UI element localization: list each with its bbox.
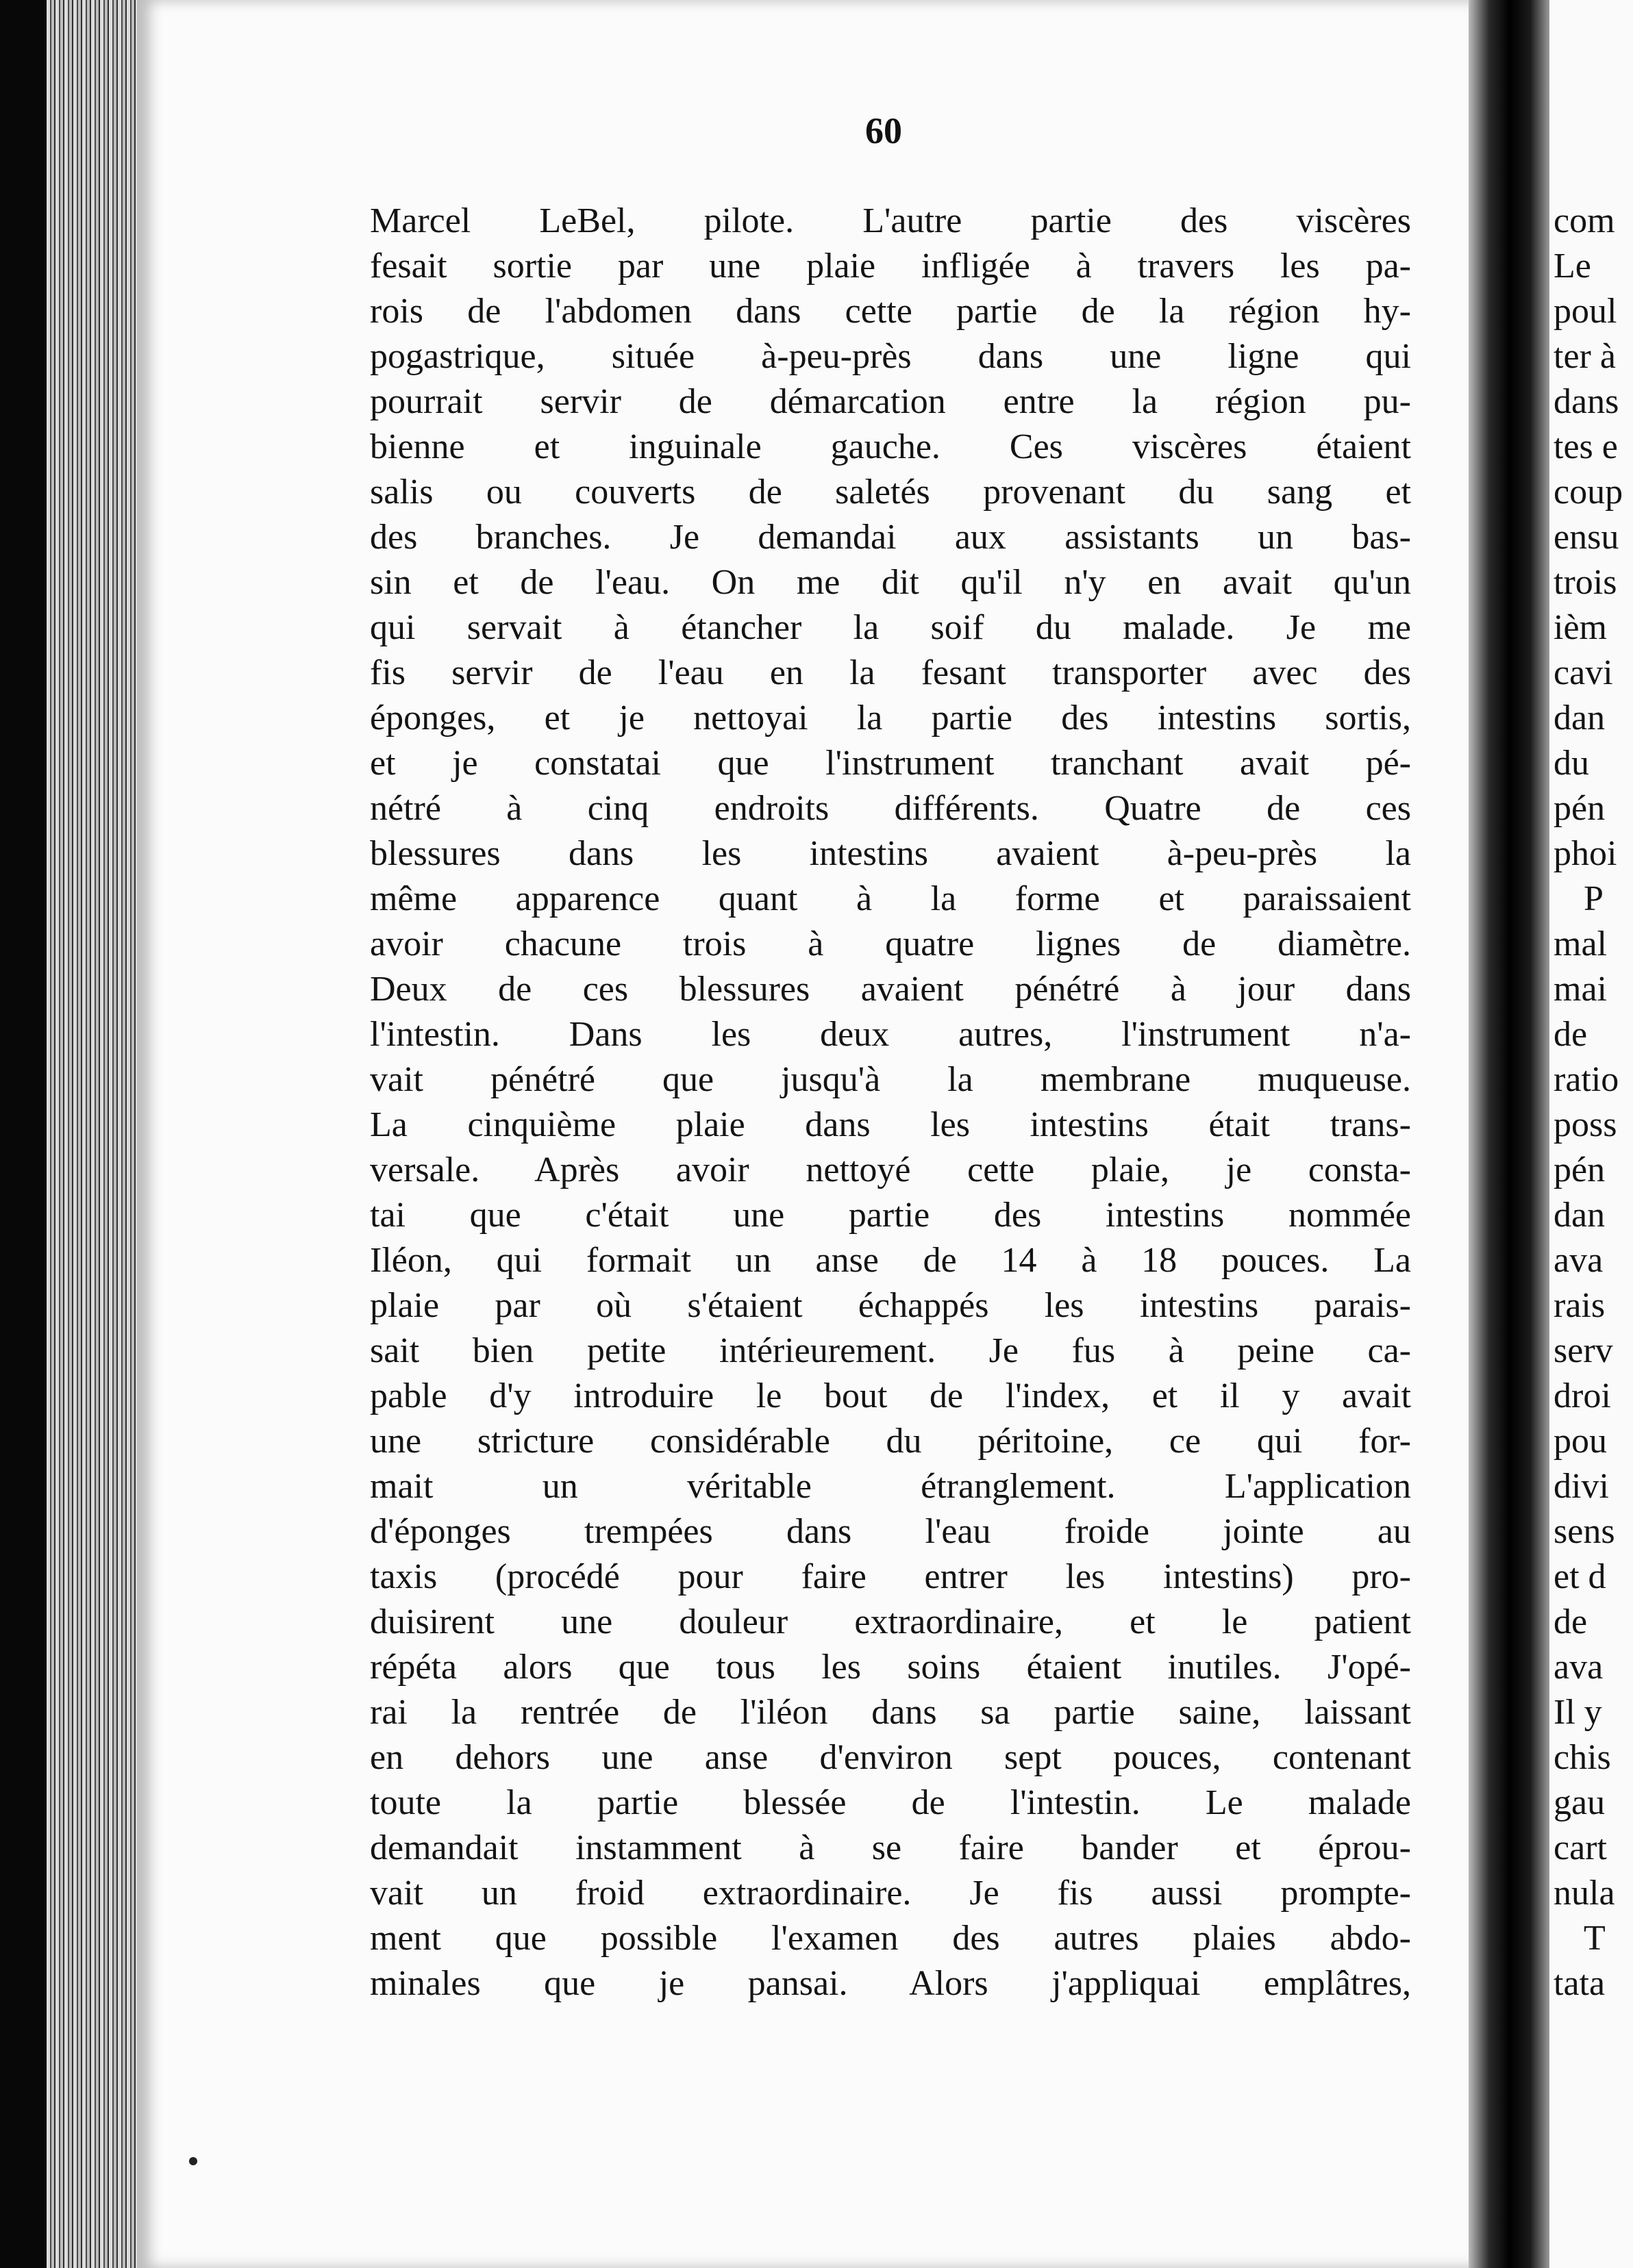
text-line: nétré à cinq endroits différents. Quatre de ces (370, 789, 1411, 828)
facing-line-fragment: et d (1554, 1557, 1606, 1596)
facing-line-fragment: dans (1554, 382, 1619, 421)
facing-line-fragment: nula (1554, 1874, 1615, 1913)
facing-line-fragment: Il y (1554, 1693, 1602, 1732)
text-line: versale. Après avoir nettoyé cette plaie, je consta- (370, 1150, 1411, 1189)
facing-line-fragment: ratio (1554, 1060, 1619, 1099)
facing-line-fragment: T (1584, 1919, 1606, 1958)
text-line: toute la partie blessée de l'intestin. Le malade (370, 1783, 1411, 1822)
facing-line-fragment: cart (1554, 1828, 1607, 1867)
text-line: ment que possible l'examen des autres plaies abdo- (370, 1919, 1411, 1958)
facing-line-fragment: rais (1554, 1286, 1606, 1325)
text-line: fis servir de l'eau en la fesant transporter avec des (370, 653, 1411, 692)
facing-line-fragment: pou (1554, 1422, 1607, 1461)
facing-line-fragment: de (1554, 1015, 1588, 1054)
facing-line-fragment: de (1554, 1602, 1588, 1641)
text-line: Iléon, qui formait un anse de 14 à 18 pouces. La (370, 1241, 1411, 1280)
text-line: vait un froid extraordinaire. Je fis aussi prompte- (370, 1874, 1411, 1913)
text-line: vait pénétré que jusqu'à la membrane muqueuse. (370, 1060, 1411, 1099)
text-line: Deux de ces blessures avaient pénétré à jour dans (370, 970, 1411, 1009)
facing-line-fragment: tes e (1554, 427, 1618, 466)
text-line: en dehors une anse d'environ sept pouces, contenant (370, 1738, 1411, 1777)
facing-line-fragment: ensu (1554, 518, 1619, 557)
text-line: sait bien petite intérieurement. Je fus à peine ca- (370, 1331, 1411, 1370)
text-line: fesait sortie par une plaie infligée à travers les pa- (370, 247, 1411, 286)
facing-line-fragment: com (1554, 201, 1615, 240)
text-line: tai que c'était une partie des intestins nommée (370, 1196, 1411, 1235)
facing-line-fragment: du (1554, 744, 1589, 783)
text-line: demandait instamment à se faire bander et éprou- (370, 1828, 1411, 1867)
text-line: une stricture considérable du péritoine, ce qui for- (370, 1422, 1411, 1461)
facing-line-fragment: pén (1554, 789, 1606, 828)
facing-line-fragment: trois (1554, 563, 1617, 602)
facing-line-fragment: phoi (1554, 834, 1617, 873)
text-line: pable d'y introduire le bout de l'index, et il y avait (370, 1376, 1411, 1415)
text-line: et je constatai que l'instrument tranchant avait pé- (370, 744, 1411, 783)
facing-line-fragment: serv (1554, 1331, 1613, 1370)
facing-page-text (1554, 199, 1633, 2006)
facing-page (1549, 0, 1633, 2268)
facing-line-fragment: poss (1554, 1105, 1617, 1144)
facing-line-fragment: Le (1554, 247, 1591, 286)
text-line: rai la rentrée de l'iléon dans sa partie saine, laissant (370, 1693, 1411, 1732)
text-line: éponges, et je nettoyai la partie des intestins sortis, (370, 698, 1411, 738)
facing-line-fragment: droi (1554, 1376, 1611, 1415)
facing-line-fragment: cavi (1554, 653, 1613, 692)
text-line: rois de l'abdomen dans cette partie de la région hy- (370, 292, 1411, 331)
body-text (370, 199, 1411, 2006)
text-line: pourrait servir de démarcation entre la région pu- (370, 382, 1411, 421)
facing-line-fragment: gau (1554, 1783, 1606, 1822)
ink-speck (189, 2157, 197, 2165)
text-line: l'intestin. Dans les deux autres, l'instrument n'a- (370, 1015, 1411, 1054)
text-line: bienne et inguinale gauche. Ces viscères étaient (370, 427, 1411, 466)
facing-line-fragment: sens (1554, 1512, 1615, 1551)
facing-line-fragment: ava (1554, 1241, 1604, 1280)
text-line: duisirent une douleur extraordinaire, et le patient (370, 1602, 1411, 1641)
facing-line-fragment: mai (1554, 970, 1607, 1009)
text-line: mait un véritable étranglement. L'application (370, 1467, 1411, 1506)
facing-line-fragment: chis (1554, 1738, 1611, 1777)
text-line: même apparence quant à la forme et paraissaient (370, 879, 1411, 918)
facing-line-fragment: tata (1554, 1964, 1606, 2003)
facing-line-fragment: coup (1554, 473, 1623, 512)
text-line: Marcel LeBel, pilote. L'autre partie des viscères (370, 201, 1411, 240)
text-line: blessures dans les intestins avaient à-peu-près la (370, 834, 1411, 873)
facing-line-fragment: ava (1554, 1648, 1604, 1687)
text-line: des branches. Je demandai aux assistants un bas- (370, 518, 1411, 557)
facing-line-fragment: ter à (1554, 337, 1616, 376)
facing-line-fragment: poul (1554, 292, 1617, 331)
text-line: qui servait à étancher la soif du malade. Je me (370, 608, 1411, 647)
page-edges (47, 0, 142, 2268)
text-line: salis ou couverts de saletés provenant du sang et (370, 473, 1411, 512)
text-line: avoir chacune trois à quatre lignes de diamètre. (370, 924, 1411, 963)
text-line: répéta alors que tous les soins étaient inutiles. J'opé- (370, 1648, 1411, 1687)
book-gutter (1469, 0, 1549, 2268)
text-line: pogastrique, située à-peu-près dans une ligne qui (370, 337, 1411, 376)
facing-line-fragment: ièm (1554, 608, 1607, 647)
facing-line-fragment: divi (1554, 1467, 1609, 1506)
text-line: d'éponges trempées dans l'eau froide jointe au (370, 1512, 1411, 1551)
facing-line-fragment: pén (1554, 1150, 1606, 1189)
text-line: La cinquième plaie dans les intestins était trans- (370, 1105, 1411, 1144)
text-line: sin et de l'eau. On me dit qu'il n'y en avait qu'un (370, 563, 1411, 602)
facing-line-fragment: mal (1554, 924, 1607, 963)
text-line: taxis (procédé pour faire entrer les intestins) pro- (370, 1557, 1411, 1596)
facing-line-fragment: dan (1554, 698, 1606, 738)
text-line: minales que je pansai. Alors j'appliquai emplâtres, (370, 1964, 1411, 2003)
text-line: plaie par où s'étaient échappés les intestins parais- (370, 1286, 1411, 1325)
page-number: 60 (865, 110, 902, 151)
facing-line-fragment: dan (1554, 1196, 1606, 1235)
facing-line-fragment: P (1584, 879, 1604, 918)
